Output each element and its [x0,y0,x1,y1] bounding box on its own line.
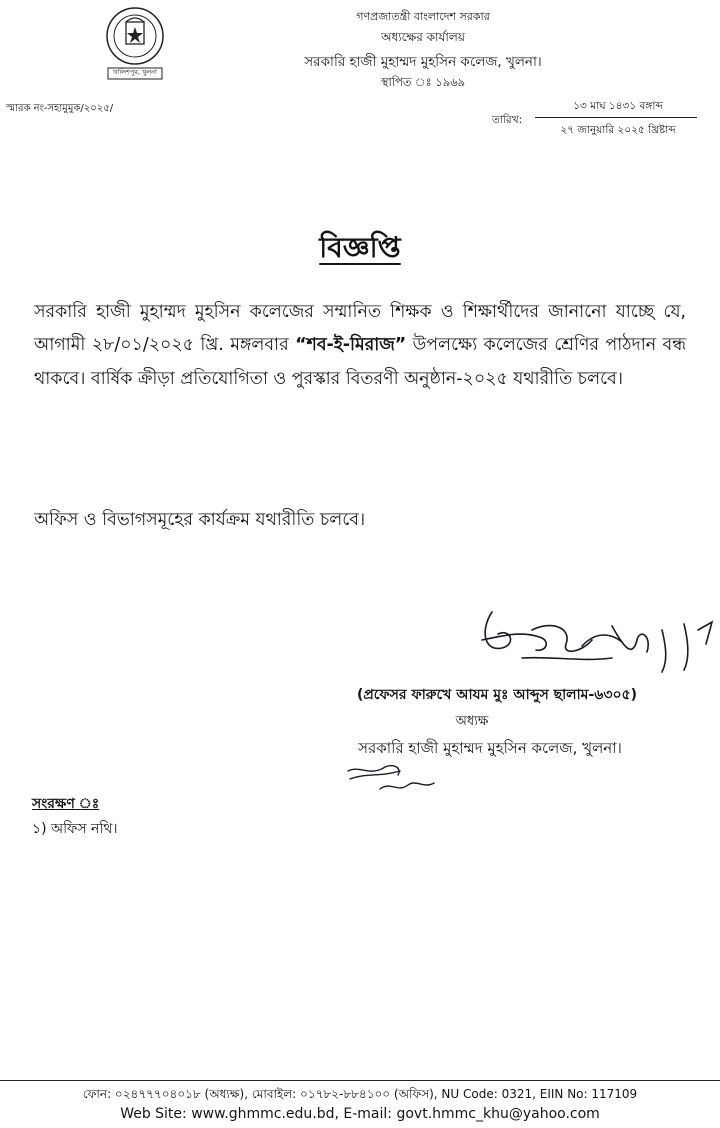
occasion-name: “শব-ই-মিরাজ” [295,335,407,356]
footer-web: Web Site: www.ghmmc.edu.bd, E-mail: govt.hmmc_khu@yahoo.com [120,1106,600,1122]
distribution-item: ১) অফিস নথি। [32,821,118,837]
initial-scribble [340,755,440,800]
logo-caption: খালিশপুর, খুলনা [113,68,157,76]
office-name: অধ্যক্ষের কার্যালয় [381,30,465,44]
distribution-heading: সংরক্ষণ ঃ [32,796,100,812]
notice-paragraph-1 [34,296,686,396]
notice-title: বিজ্ঞপ্তি [319,231,401,264]
date-label: তারিখ: [492,114,523,126]
paragraph-1-end: উপলক্ষ্যে কলেজের শ্রেণির পাঠদান বন্ধ থাকবে। বার্ষিক ক্রীড়া প্রতিযোগিতা ও পুরস্কার বিতরণী অনুষ্ঠান-২০২৫ যথারীতি চলবে। [34,335,687,389]
date-bangla: ১৩ মাঘ ১৪৩১ বঙ্গাব্দ [573,100,663,112]
footer-contact: ফোন: ০২৪৭৭৭০৪০১৮ (অধ্যক্ষ), মোবাইল: ০১৭৮২-৮৮৪১০০ (অফিস), NU Code: 0321, EIIN No: 117109 [82,1087,638,1101]
govt-name: গণপ্রজাতন্ত্রী বাংলাদেশ সরকার [356,10,490,23]
footer-divider [0,1080,720,1081]
date-gregorian: ২৭ জানুয়ারি ২০২৫ খ্রিষ্টাব্দ [560,124,676,136]
paragraph-1-start: সরকারি হাজী মুহাম্মদ মুহসিন কলেজের সম্মানিত শিক্ষক ও শিক্ষার্থীদের জানানো যাচ্ছে যে, আগামী ২৮/০১/২০২৫ খ্রি. মঙ্গলবার [34,302,686,356]
college-name: সরকারি হাজী মুহাম্মদ মুহসিন কলেজ, খুলনা। [304,54,542,70]
date-divider [535,117,697,118]
established-year: স্থাপিত ঃ ১৯৬৯ [380,75,466,89]
signatory-college: সরকারি হাজী মুহাম্মদ মুহসিন কলেজ, খুলনা। [358,739,622,757]
memo-number: স্মারক নং-সহামুমুক/২০২৫/ [6,103,114,114]
notice-paragraph-2: অফিস ও বিভাগসমূহের কার্যক্রম যথারীতি চলবে। [34,510,366,530]
signatory-name: (প্রফেসর ফারুখে আযম মুঃ আব্দুস ছালাম-৬৩০৫) [356,687,638,703]
signature-image [462,600,718,692]
signatory-role: অধ্যক্ষ [455,714,489,729]
